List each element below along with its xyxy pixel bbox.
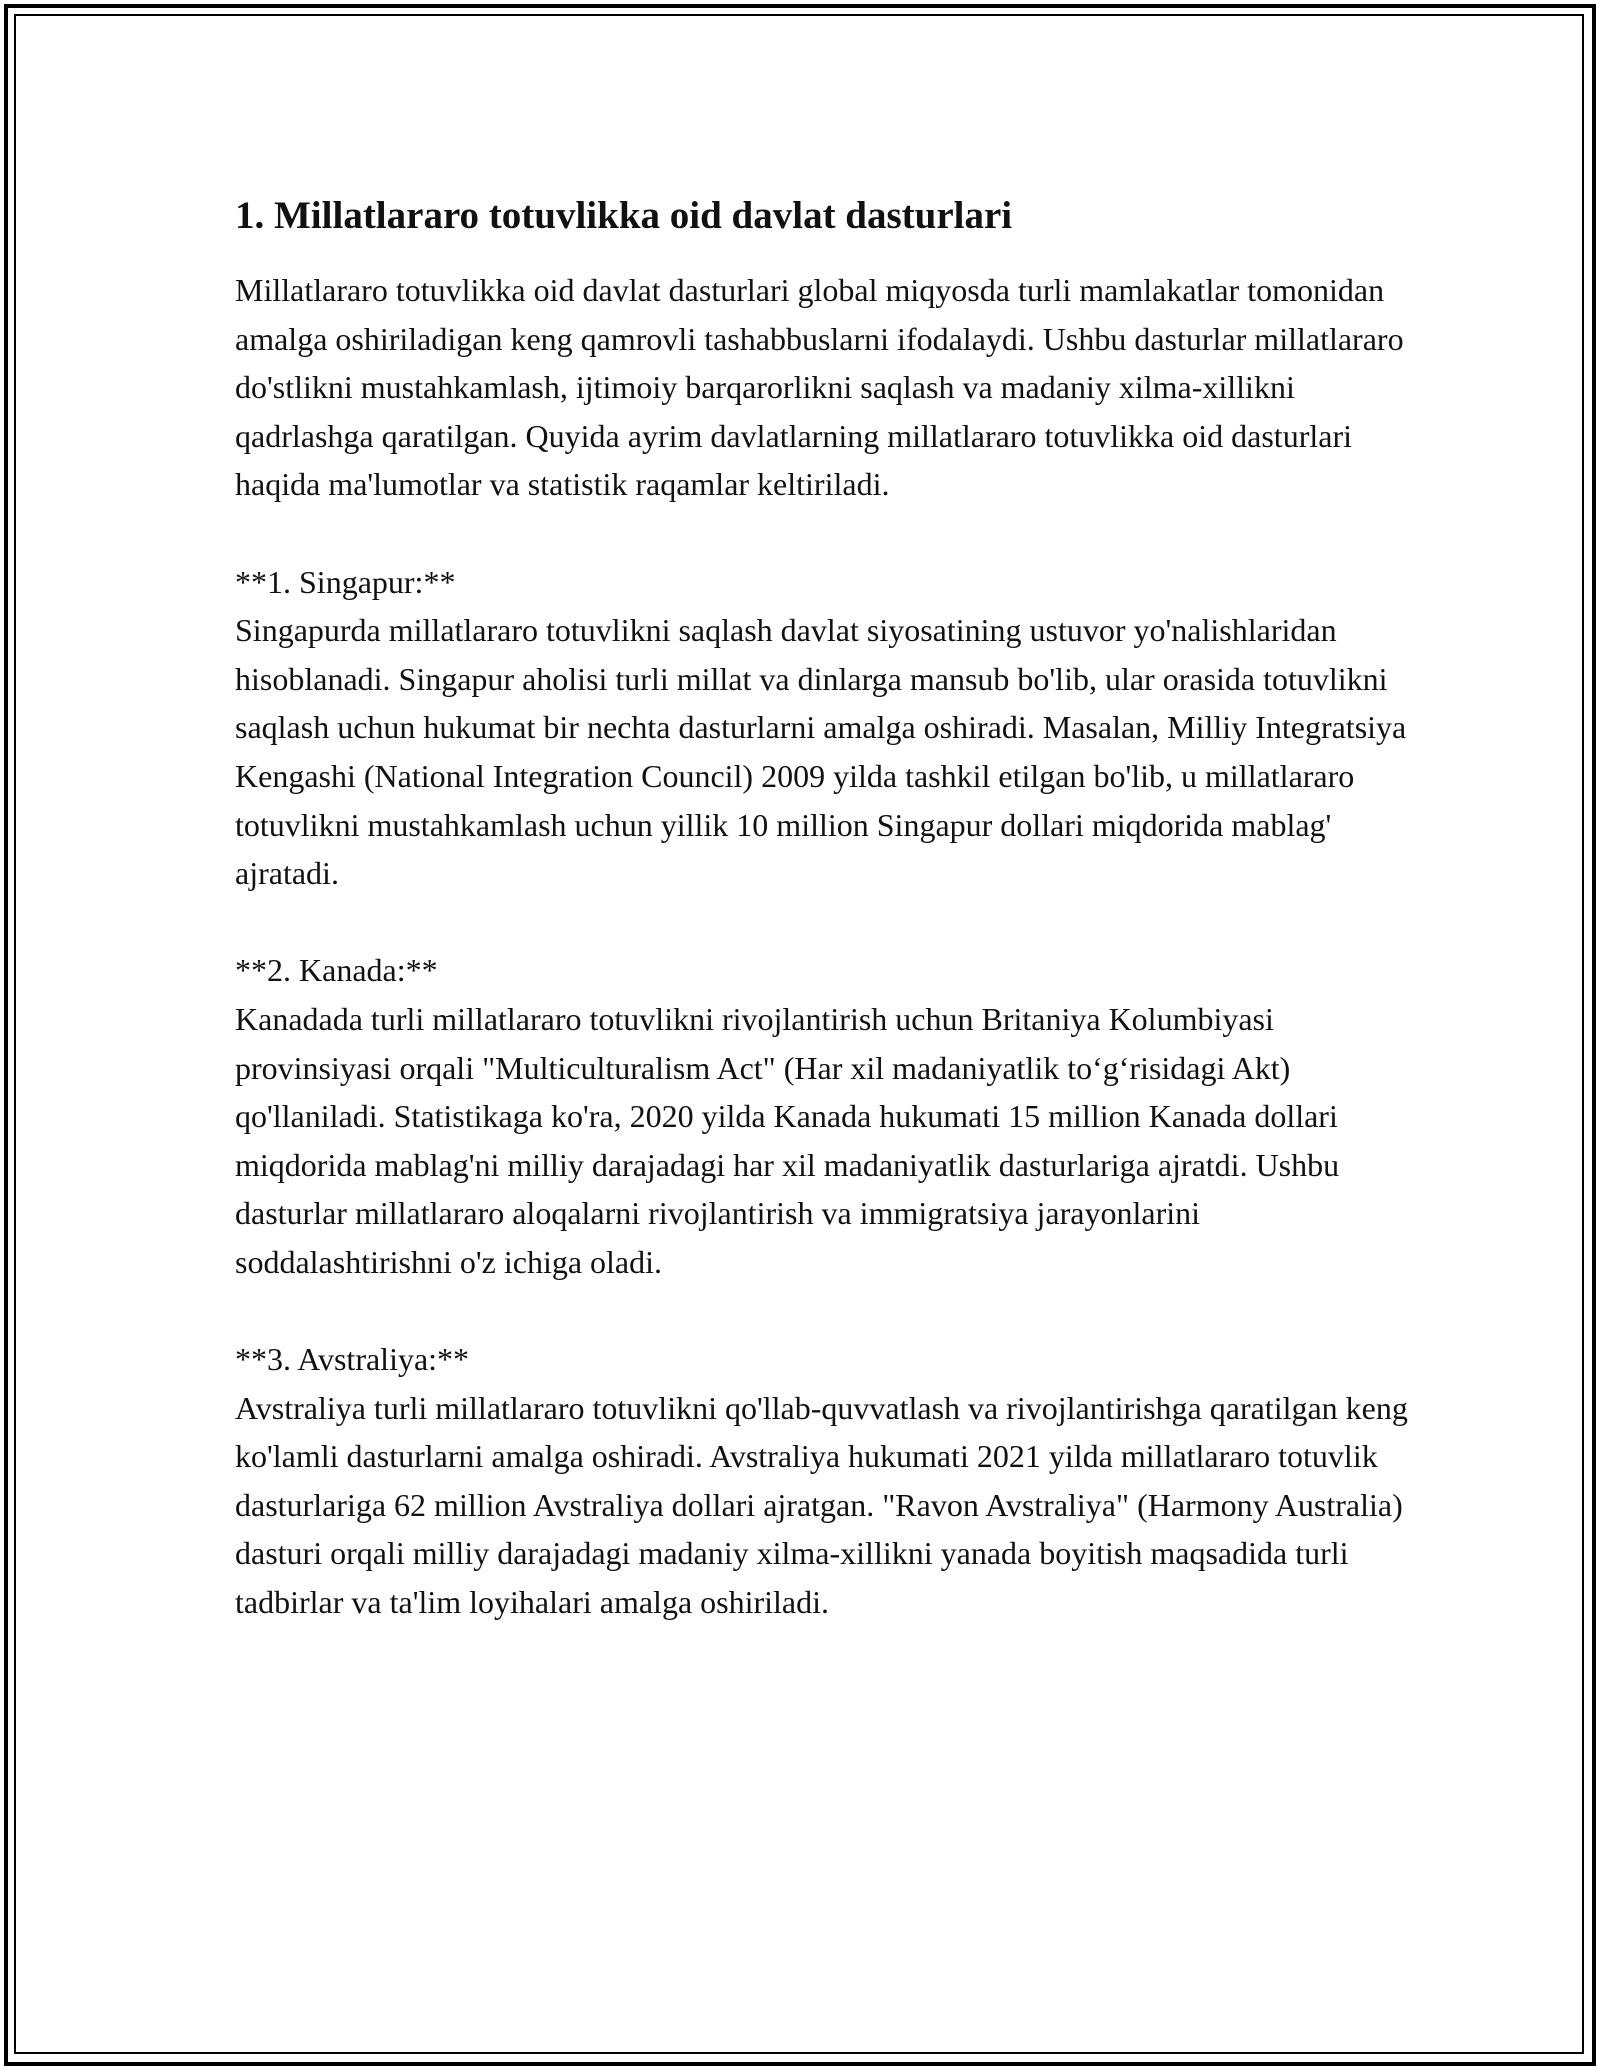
- section-avstraliya: [235, 1335, 1415, 1627]
- section-kanada: [235, 946, 1415, 1286]
- section-body: Avstraliya turli millatlararo totuvlikni qo'llab-quvvatlash va rivojlantirishga qaratilgan keng ko'lamli dasturlarni amalga oshiradi. Avstraliya hukumati 2021 yilda millatlararo totuvlik dasturlariga 62 million Avstraliya dollari ajratgan. "Ravon Avstraliya" (Harmony Australia) dasturi orqali milliy darajadagi madaniy xilma-xillikni yanada boyitish maqsadida turli tadbirlar va ta'lim loyihalari amalga oshiriladi.: [235, 1389, 1408, 1621]
- document-title: 1. Millatlararo totuvlikka oid davlat dasturlari: [235, 194, 1013, 237]
- section-heading: **1. Singapur:**: [235, 563, 456, 600]
- section-heading: **2. Kanada:**: [235, 952, 438, 989]
- section-body: Singapurda millatlararo totuvlikni saqlash davlat siyosatining ustuvor yo'nalishlaridan hisoblanadi. Singapur aholisi turli millat va dinlarga mansub bo'lib, ular orasida totuvlikni saqlash uchun hukumat bir nechta dasturlarni amalga oshiradi. Masalan, Milliy Integratsiya Kengashi (National Integration Council) 2009 yilda tashkil etilgan bo'lib, u millatlararo totuvlikni mustahkamlash uchun yillik 10 million Singapur dollari miqdorida mablag' ajratadi.: [235, 612, 1407, 892]
- section-singapur: [235, 558, 1415, 898]
- section-body: Kanadada turli millatlararo totuvlikni rivojlantirish uchun Britaniya Kolumbiyasi provinsiyasi orqali "Multiculturalism Act" (Har xil madaniyatlik to‘g‘risidagi Akt) qo'llaniladi. Statistikaga ko'ra, 2020 yilda Kanada hukumati 15 million Kanada dollari miqdorida mablag'ni milliy darajadagi har xil madaniyatlik dasturlariga ajratdi. Ushbu dasturlar millatlararo aloqalarni rivojlantirish va immigratsiya jarayonlarini soddalashtirishni o'z ichiga oladi.: [235, 1000, 1340, 1280]
- intro-paragraph: Millatlararo totuvlikka oid davlat dasturlari global miqyosda turli mamlakatlar tomonidan amalga oshiriladigan keng qamrovli tashabbuslarni ifodalaydi. Ushbu dasturlar millatlararo do'stlikni mustahkamlash, ijtimoiy barqarorlikni saqlash va madaniy xilma-xillikni qadrlashga qaratilgan. Quyida ayrim davlatlarning millatlararo totuvlikka oid dasturlari haqida ma'lumotlar va statistik raqamlar keltiriladi.: [235, 272, 1404, 503]
- document-body: [235, 188, 1415, 1627]
- section-heading: **3. Avstraliya:**: [235, 1341, 470, 1378]
